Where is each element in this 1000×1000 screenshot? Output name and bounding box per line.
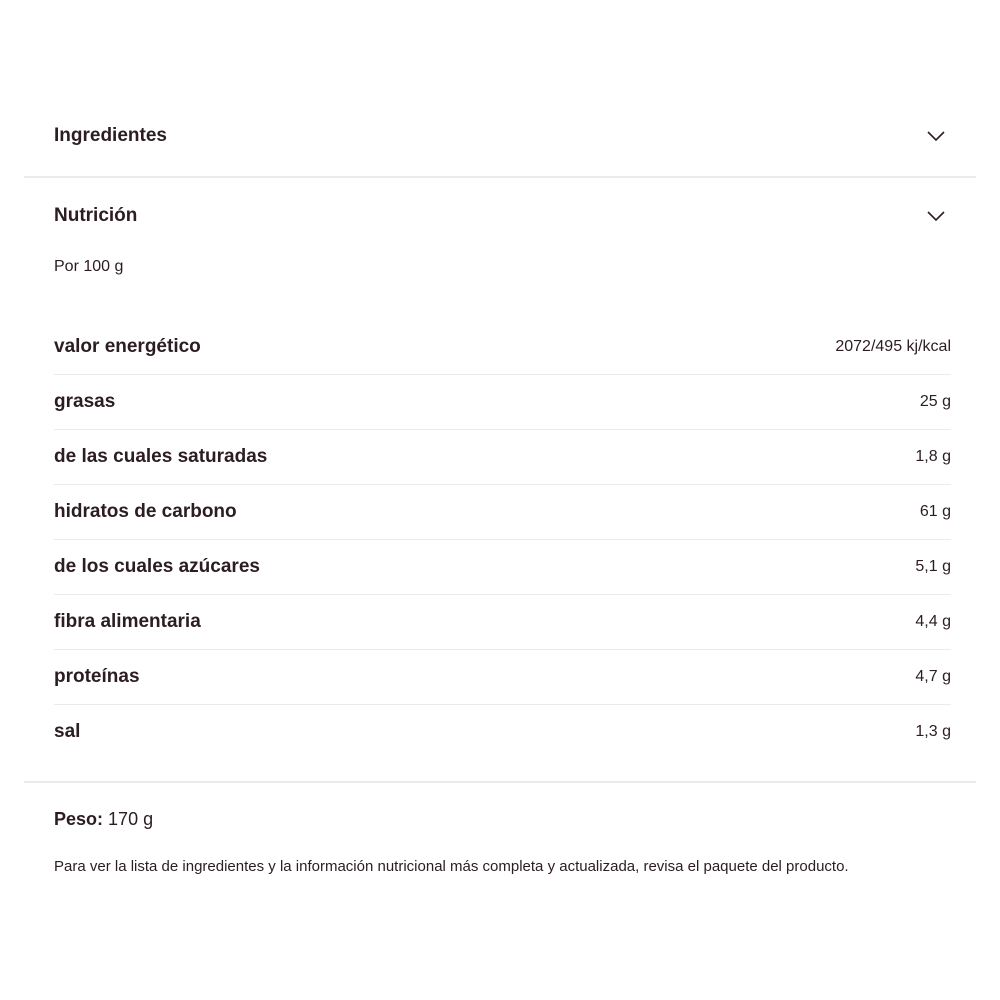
nutrition-row-saturated (54, 430, 951, 485)
nutrient-name: de los cuales azúcares (54, 556, 260, 577)
nutrient-name: hidratos de carbono (54, 501, 237, 522)
nutrient-value: 1,3 g (915, 723, 951, 740)
nutrition-table (24, 320, 976, 759)
nutrition-accordion-header[interactable] (24, 178, 976, 254)
nutrition-row-sugars (54, 540, 951, 595)
weight-value: 170 g (108, 809, 154, 829)
nutrient-value: 1,8 g (915, 448, 951, 465)
ingredients-title: Ingredientes (54, 125, 167, 146)
nutrition-title: Nutrición (54, 205, 138, 226)
nutrient-value: 2072/495 kj/kcal (835, 338, 951, 355)
nutrient-value: 5,1 g (915, 558, 951, 575)
nutrient-name: fibra alimentaria (54, 611, 201, 632)
nutrition-row-protein (54, 650, 951, 705)
nutrition-row-carbohydrates (54, 485, 951, 540)
nutrition-row-fat (54, 375, 951, 430)
disclaimer-note: Para ver la lista de ingredientes y la información nutricional más completa y actualizada, revisa el paquete del producto. (54, 858, 849, 875)
chevron-down-icon[interactable] (926, 210, 946, 222)
product-weight (24, 809, 976, 830)
nutrition-row-fiber (54, 595, 951, 650)
nutrient-value: 25 g (919, 393, 951, 410)
product-info-panel (24, 96, 976, 875)
nutrient-name: proteínas (54, 666, 140, 687)
nutrient-name: valor energético (54, 336, 201, 357)
per-unit-label: Por 100 g (54, 258, 124, 275)
nutrient-value: 4,7 g (915, 668, 951, 685)
nutrition-row-salt (54, 705, 951, 759)
section-divider (24, 781, 976, 783)
ingredients-accordion-header[interactable] (24, 96, 976, 176)
nutrient-name: sal (54, 721, 81, 742)
nutrition-row-energy (54, 320, 951, 375)
nutrient-value: 61 g (919, 503, 951, 520)
nutrient-name: de las cuales saturadas (54, 446, 268, 467)
nutrient-name: grasas (54, 391, 116, 412)
chevron-down-icon[interactable] (926, 130, 946, 142)
nutrient-value: 4,4 g (915, 613, 951, 630)
weight-label: Peso: (54, 809, 104, 829)
